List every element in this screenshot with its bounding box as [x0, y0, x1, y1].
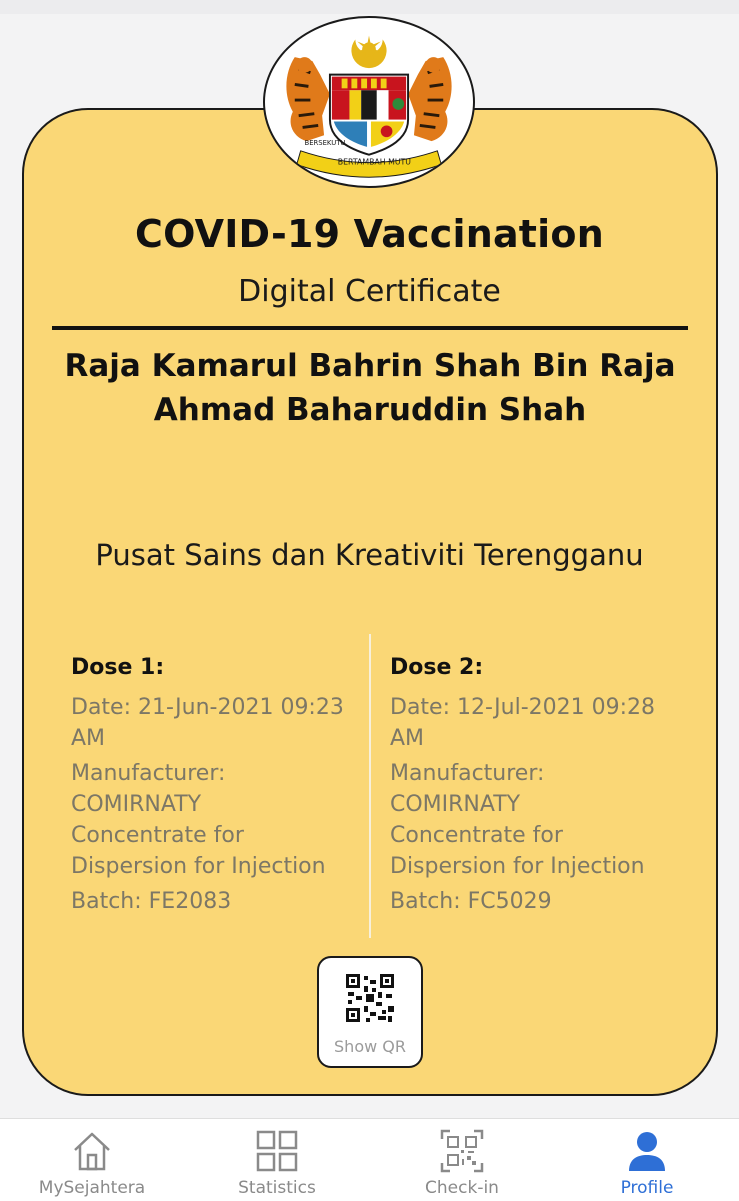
- dose-heading: Dose 2:: [390, 655, 484, 680]
- motto-left-text: BERSEKUTU: [304, 138, 346, 147]
- title-divider: [52, 326, 688, 330]
- tab-label: Check-in: [425, 1178, 499, 1198]
- dose-batch: Batch: FE2083: [71, 889, 232, 914]
- tab-mysejahtera[interactable]: [0, 1119, 184, 1201]
- dose-2-details: [390, 655, 680, 917]
- vaccination-certificate-card: [22, 108, 718, 1096]
- dose-manufacturer: COMIRNATY: [71, 792, 202, 817]
- bottom-tab-bar: [0, 1118, 739, 1201]
- holder-name: Raja Kamarul Bahrin Shah Bin Raja Ahmad Baharuddin Shah: [64, 348, 676, 428]
- dose-manufacturer: Concentrate for: [71, 823, 244, 848]
- dose-manufacturer: Manufacturer:: [390, 761, 545, 786]
- show-qr-button[interactable]: [317, 956, 423, 1068]
- qr-code-icon: [346, 974, 394, 1022]
- certificate-subtitle: Digital Certificate: [238, 274, 501, 309]
- dose-date: AM: [71, 726, 106, 751]
- tab-label: Profile: [620, 1178, 674, 1198]
- tab-statistics[interactable]: [185, 1119, 369, 1201]
- motto-text: BERTAMBAH MUTU: [337, 157, 412, 167]
- dose-divider: [369, 634, 371, 938]
- dose-manufacturer: Dispersion for Injection: [71, 854, 326, 879]
- dose-manufacturer: Dispersion for Injection: [390, 854, 645, 879]
- dose-heading: Dose 1:: [71, 655, 165, 680]
- tab-label: Statistics: [238, 1178, 316, 1198]
- dose-manufacturer: Concentrate for: [390, 823, 563, 848]
- person-icon: [625, 1129, 669, 1173]
- dose-date: Date: 12-Jul-2021 09:28: [390, 695, 656, 720]
- dose-batch: Batch: FC5029: [390, 889, 552, 914]
- crest-emblem: [263, 16, 475, 188]
- status-bar-strip: [0, 0, 739, 14]
- dose-manufacturer: COMIRNATY: [390, 792, 521, 817]
- certificate-title: COVID-19 Vaccination: [135, 212, 604, 256]
- grid-icon: [255, 1129, 299, 1173]
- dose-manufacturer: Manufacturer:: [71, 761, 226, 786]
- tab-check-in[interactable]: [370, 1119, 554, 1201]
- home-icon: [70, 1129, 114, 1173]
- vaccination-centre: Pusat Sains dan Kreativiti Terengganu: [95, 538, 644, 572]
- dose-1-details: [71, 655, 361, 917]
- dose-date: Date: 21-Jun-2021 09:23: [71, 695, 344, 720]
- show-qr-label: Show QR: [334, 1037, 406, 1056]
- qr-scan-icon: [440, 1129, 484, 1173]
- dose-date: AM: [390, 726, 425, 751]
- coat-of-arms-icon: [265, 18, 473, 186]
- tab-profile[interactable]: [555, 1119, 739, 1201]
- tab-label: MySejahtera: [38, 1178, 146, 1198]
